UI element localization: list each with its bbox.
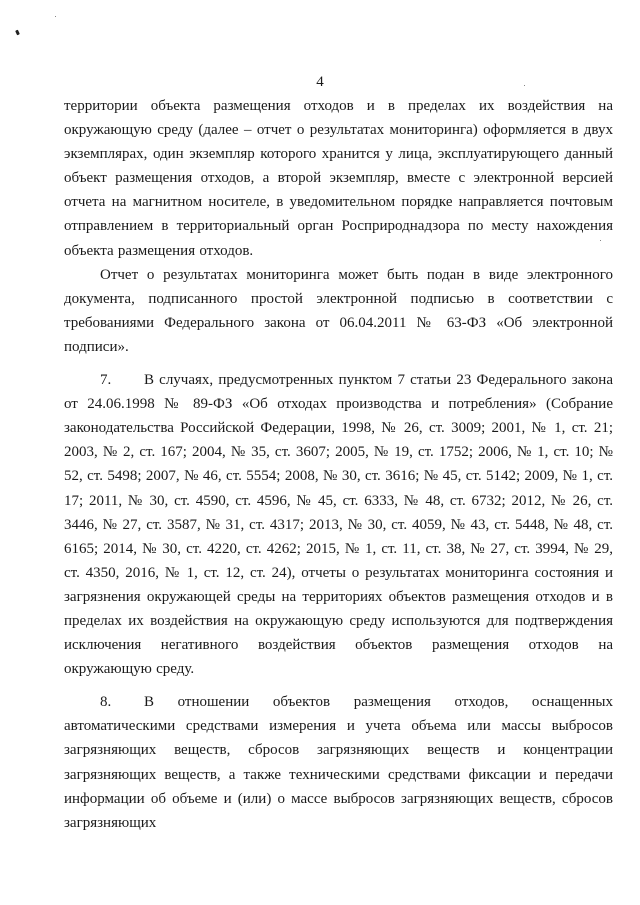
item-7-text: В случаях, предусмотренных пунктом 7 статьи 23 Федерального закона от 24.06.1998 № 89-ФЗ «Об отходах производства и потребления» (Собрание законодательства Российской Федерации, 1998, № 26, ст. 3009; 2001, № 1, ст. 21; 2003, № 2, ст. 167; 2004, № 35, ст. 3607; 2005, № 19, ст. 1752; 2006, № 1, ст. 10; № 52, ст. 5498; 2007, № 46, ст. 5554; 2008, № 30, ст. 3616; № 45, ст. 5142; 2009, № 1, ст. 17; 2011, № 30, ст. 4590, ст. 4596, № 45, ст. 6333, № 48, ст. 6732; 2012, № 26, ст. 3446, № 27, ст. 3587, № 31, ст. 4317; 2013, № 30, ст. 4059, № 43, ст. 5448, № 48, ст. 6165; 2014, № 30, ст. 4220, ст. 4262; 2015, № 1, ст. 11, ст. 38, № 27, ст. 3994, № 29, ст. 4350, 2016, № 1, ст. 12, ст. 24), отчеты о результатах мониторинга состояния и загрязнения окружающей среды на территориях объектов размещения отходов и в пределах их воздействия на окружающую среду используются для подтверждения исключения негативного воздействия объектов размещения отходов на окружающую среду. xyxy=(64,372,613,678)
page-number: 4 xyxy=(316,74,324,90)
paragraph-continuation: территории объекта размещения отходов и в пределах их воздействия на окружающую среду (далее – отчет о результатах мониторинга) оформляется в двух экземплярах, один экземпляр которого хранится у лица, эксплуатирующего данный объект размещения отходов, а второй экземпляр, вместе с электронной версией отчета на магнитном носителе, в уведомительном порядке направляется почтовым отправлением в территориальный орган Росприроднадзора по месту нахождения объекта размещения отходов. xyxy=(64,98,613,259)
scan-speck-mark xyxy=(15,30,20,36)
item-8-text: В отношении объектов размещения отходов, оснащенных автоматическими средствами измерения и учета объема или массы выбросов загрязняющих веществ, сбросов загрязняющих веществ и концентрации загрязняющих веществ, а также техническими средствами фиксации и передачи информации об объеме и (или) о массе выбросов загрязняющих веществ, сбросов загрязняющих xyxy=(64,694,613,831)
item-8 xyxy=(64,690,613,835)
document-body xyxy=(64,94,613,835)
item-8-number: 8. xyxy=(100,694,112,711)
item-7 xyxy=(64,368,613,681)
paragraph-electronic-report: Отчет о результатах мониторинга может быть подан в виде электронного документа, подписанного простой электронной подписью в соответствии с требованиями Федерального закона от 06.04.2011 № 63-ФЗ «Об электронной подписи». xyxy=(64,266,613,355)
scan-dust-mark xyxy=(55,16,56,17)
item-7-number: 7. xyxy=(100,372,112,389)
